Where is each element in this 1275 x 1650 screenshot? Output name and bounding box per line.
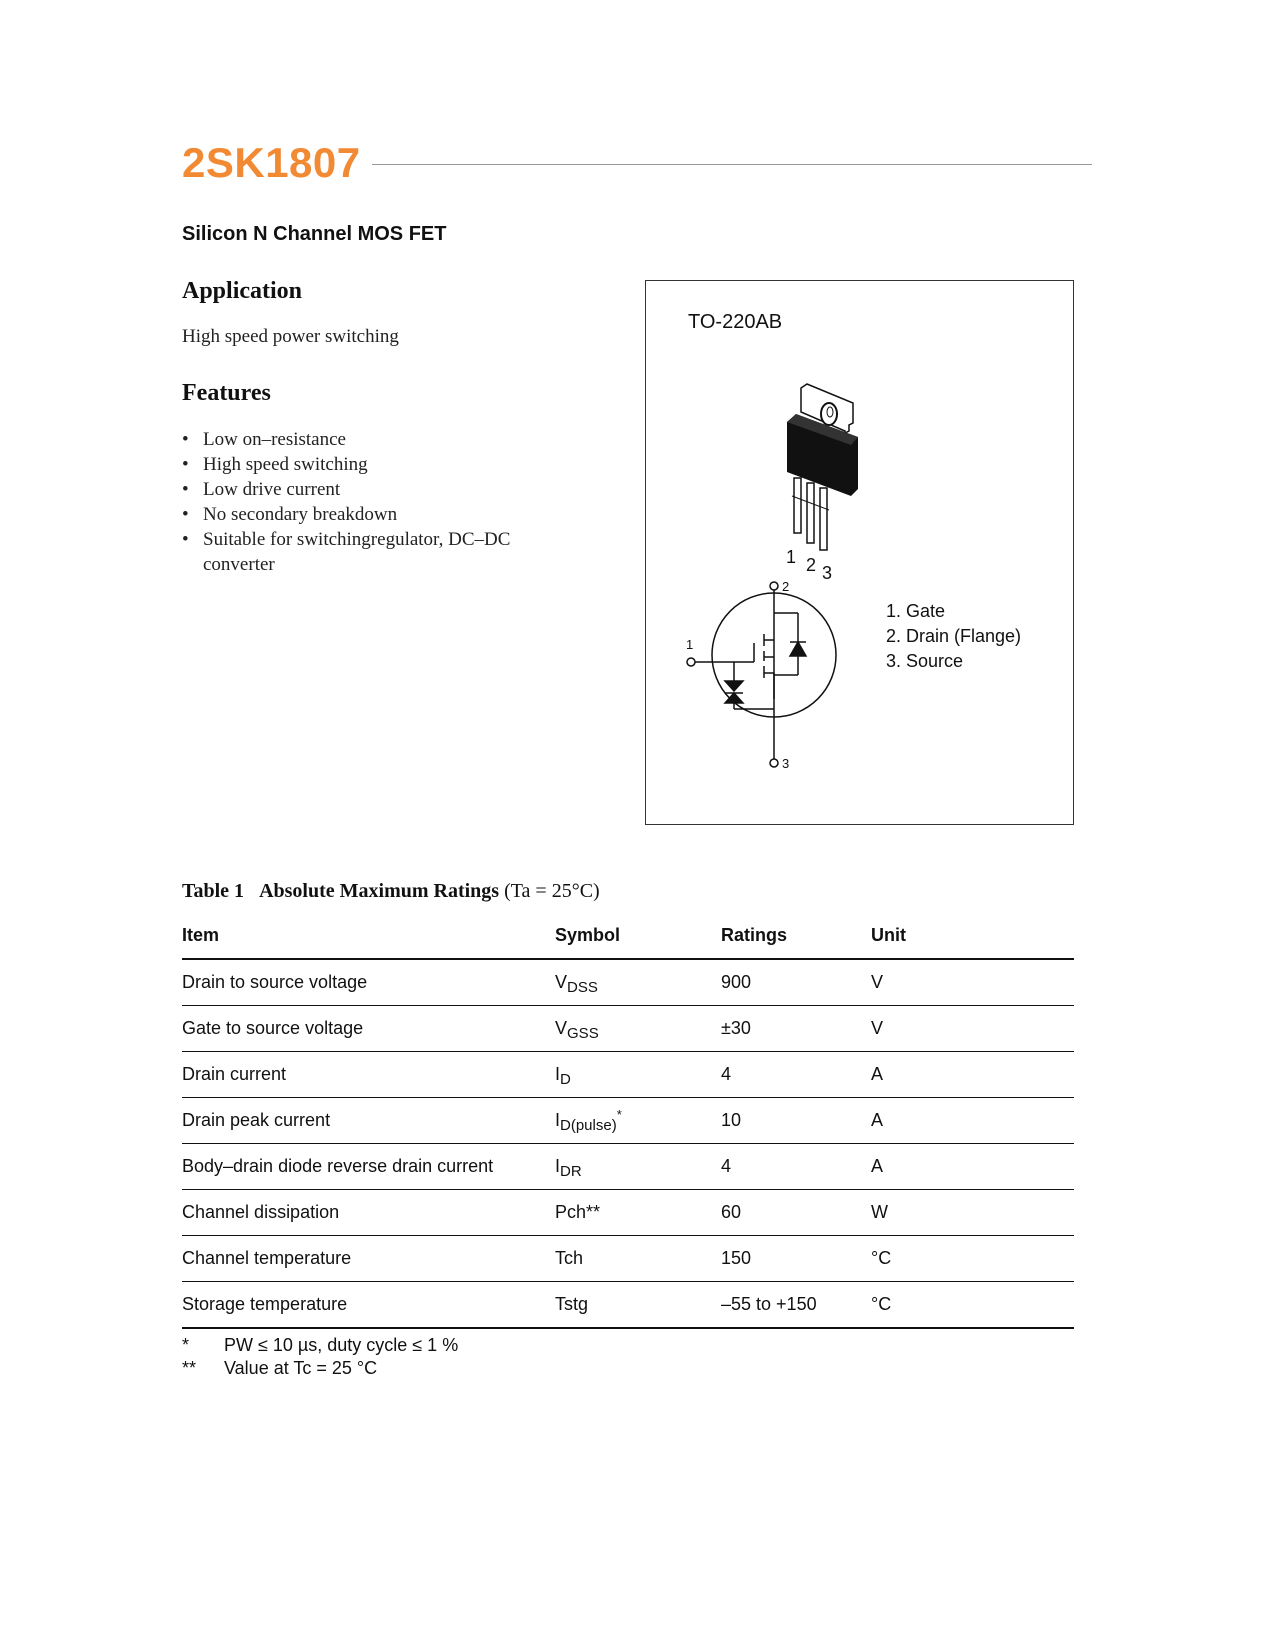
mosfet-schematic-symbol bbox=[687, 582, 836, 767]
symbol-base: Tch bbox=[555, 1248, 584, 1268]
to220-package-drawing bbox=[787, 384, 858, 550]
features-list bbox=[182, 427, 543, 577]
symbol-cell bbox=[555, 959, 721, 1006]
symbol-base: I bbox=[555, 1156, 561, 1176]
symbol-subscript: DR bbox=[560, 1163, 582, 1180]
symbol-cell bbox=[555, 1052, 721, 1098]
feature-item: • No secondary breakdown bbox=[182, 502, 543, 527]
footnote-text: PW ≤ 10 µs, duty cycle ≤ 1 % bbox=[224, 1335, 459, 1355]
unit-cell: V bbox=[871, 959, 1074, 1006]
package-diagram-box bbox=[645, 280, 1074, 825]
footnote bbox=[182, 1357, 458, 1380]
pin-legend-item: 1. Gate bbox=[886, 601, 946, 621]
package-pin-label: 1 bbox=[786, 547, 797, 567]
table-row bbox=[182, 1006, 1074, 1052]
symbol-base: V bbox=[555, 972, 568, 992]
pin-legend-item: 3. Source bbox=[886, 651, 964, 671]
part-number-title: 2SK1807 bbox=[182, 139, 361, 186]
column-header-item: Item bbox=[182, 912, 555, 959]
footnotes bbox=[182, 1334, 458, 1380]
feature-item: • Low on–resistance bbox=[182, 427, 543, 452]
symbol-subscript: GSS bbox=[567, 1025, 599, 1042]
table-row bbox=[182, 1052, 1074, 1098]
rating-cell: 60 bbox=[721, 1190, 871, 1236]
symbol-subscript: D bbox=[560, 1071, 571, 1088]
feature-item: • Suitable for switchingregulator, DC–DC converter bbox=[182, 527, 543, 577]
table-caption-title: Absolute Maximum Ratings bbox=[259, 880, 500, 902]
column-header-ratings: Ratings bbox=[721, 912, 871, 959]
unit-cell: W bbox=[871, 1190, 1074, 1236]
application-text: High speed power switching bbox=[182, 326, 399, 347]
table-row bbox=[182, 1282, 1074, 1329]
unit-cell: °C bbox=[871, 1282, 1074, 1329]
symbol-base: V bbox=[555, 1018, 568, 1038]
feature-item: • Low drive current bbox=[182, 477, 543, 502]
footnote bbox=[182, 1334, 458, 1357]
rating-cell: –55 to +150 bbox=[721, 1282, 871, 1329]
table-row bbox=[182, 1144, 1074, 1190]
item-cell: Drain peak current bbox=[182, 1098, 555, 1144]
footnote-mark: * bbox=[182, 1335, 190, 1355]
package-pin-label: 2 bbox=[806, 555, 817, 575]
rating-cell: 900 bbox=[721, 959, 871, 1006]
symbol-subscript: DSS bbox=[567, 979, 598, 996]
footnote-mark: ** bbox=[182, 1358, 197, 1378]
column-header-unit: Unit bbox=[871, 912, 1074, 959]
title-rule bbox=[372, 164, 1092, 165]
symbol-cell bbox=[555, 1098, 721, 1144]
application-heading: Application bbox=[182, 278, 303, 304]
footnote-text: Value at Tc = 25 °C bbox=[224, 1358, 378, 1378]
unit-cell: V bbox=[871, 1006, 1074, 1052]
unit-cell: A bbox=[871, 1052, 1074, 1098]
item-cell: Drain current bbox=[182, 1052, 555, 1098]
device-subtitle: Silicon N Channel MOS FET bbox=[182, 223, 447, 245]
item-cell: Storage temperature bbox=[182, 1282, 555, 1329]
table-caption-condition: (Ta = 25°C) bbox=[504, 880, 600, 902]
package-name: TO-220AB bbox=[688, 311, 783, 333]
unit-cell: A bbox=[871, 1144, 1074, 1190]
symbol-cell bbox=[555, 1190, 721, 1236]
schematic-pin-label: 3 bbox=[782, 756, 790, 771]
features-heading: Features bbox=[182, 380, 271, 406]
schematic-pin-label: 1 bbox=[686, 637, 694, 652]
table-body bbox=[182, 959, 1074, 1328]
package-diagram bbox=[646, 281, 1073, 824]
column-header-symbol: Symbol bbox=[555, 912, 721, 959]
rating-cell: 4 bbox=[721, 1144, 871, 1190]
item-cell: Drain to source voltage bbox=[182, 959, 555, 1006]
package-pin-label: 3 bbox=[822, 563, 833, 583]
table-row bbox=[182, 1098, 1074, 1144]
unit-cell: A bbox=[871, 1098, 1074, 1144]
symbol-base: I bbox=[555, 1064, 561, 1084]
table-caption bbox=[182, 880, 600, 903]
unit-cell: °C bbox=[871, 1236, 1074, 1282]
item-cell: Body–drain diode reverse drain current bbox=[182, 1144, 555, 1190]
rating-cell: 10 bbox=[721, 1098, 871, 1144]
table-header-row bbox=[182, 912, 1074, 959]
table-row bbox=[182, 959, 1074, 1006]
symbol-superscript: * bbox=[616, 1107, 622, 1122]
symbol-cell bbox=[555, 1006, 721, 1052]
item-cell: Gate to source voltage bbox=[182, 1006, 555, 1052]
symbol-cell bbox=[555, 1282, 721, 1329]
item-cell: Channel dissipation bbox=[182, 1190, 555, 1236]
rating-cell: ±30 bbox=[721, 1006, 871, 1052]
table-row bbox=[182, 1190, 1074, 1236]
pin-legend-item: 2. Drain (Flange) bbox=[886, 626, 1022, 646]
symbol-subscript: D(pulse) bbox=[560, 1117, 617, 1134]
rating-cell: 4 bbox=[721, 1052, 871, 1098]
absolute-max-ratings-table bbox=[182, 912, 1074, 1329]
table-row bbox=[182, 1236, 1074, 1282]
symbol-base: Pch** bbox=[555, 1202, 601, 1222]
schematic-pin-label: 2 bbox=[782, 579, 790, 594]
symbol-base: I bbox=[555, 1110, 561, 1130]
symbol-cell bbox=[555, 1144, 721, 1190]
item-cell: Channel temperature bbox=[182, 1236, 555, 1282]
symbol-cell bbox=[555, 1236, 721, 1282]
symbol-base: Tstg bbox=[555, 1294, 589, 1314]
table-caption-label: Table 1 bbox=[182, 880, 245, 902]
rating-cell: 150 bbox=[721, 1236, 871, 1282]
feature-item: • High speed switching bbox=[182, 452, 543, 477]
pin-legend bbox=[886, 599, 1021, 674]
